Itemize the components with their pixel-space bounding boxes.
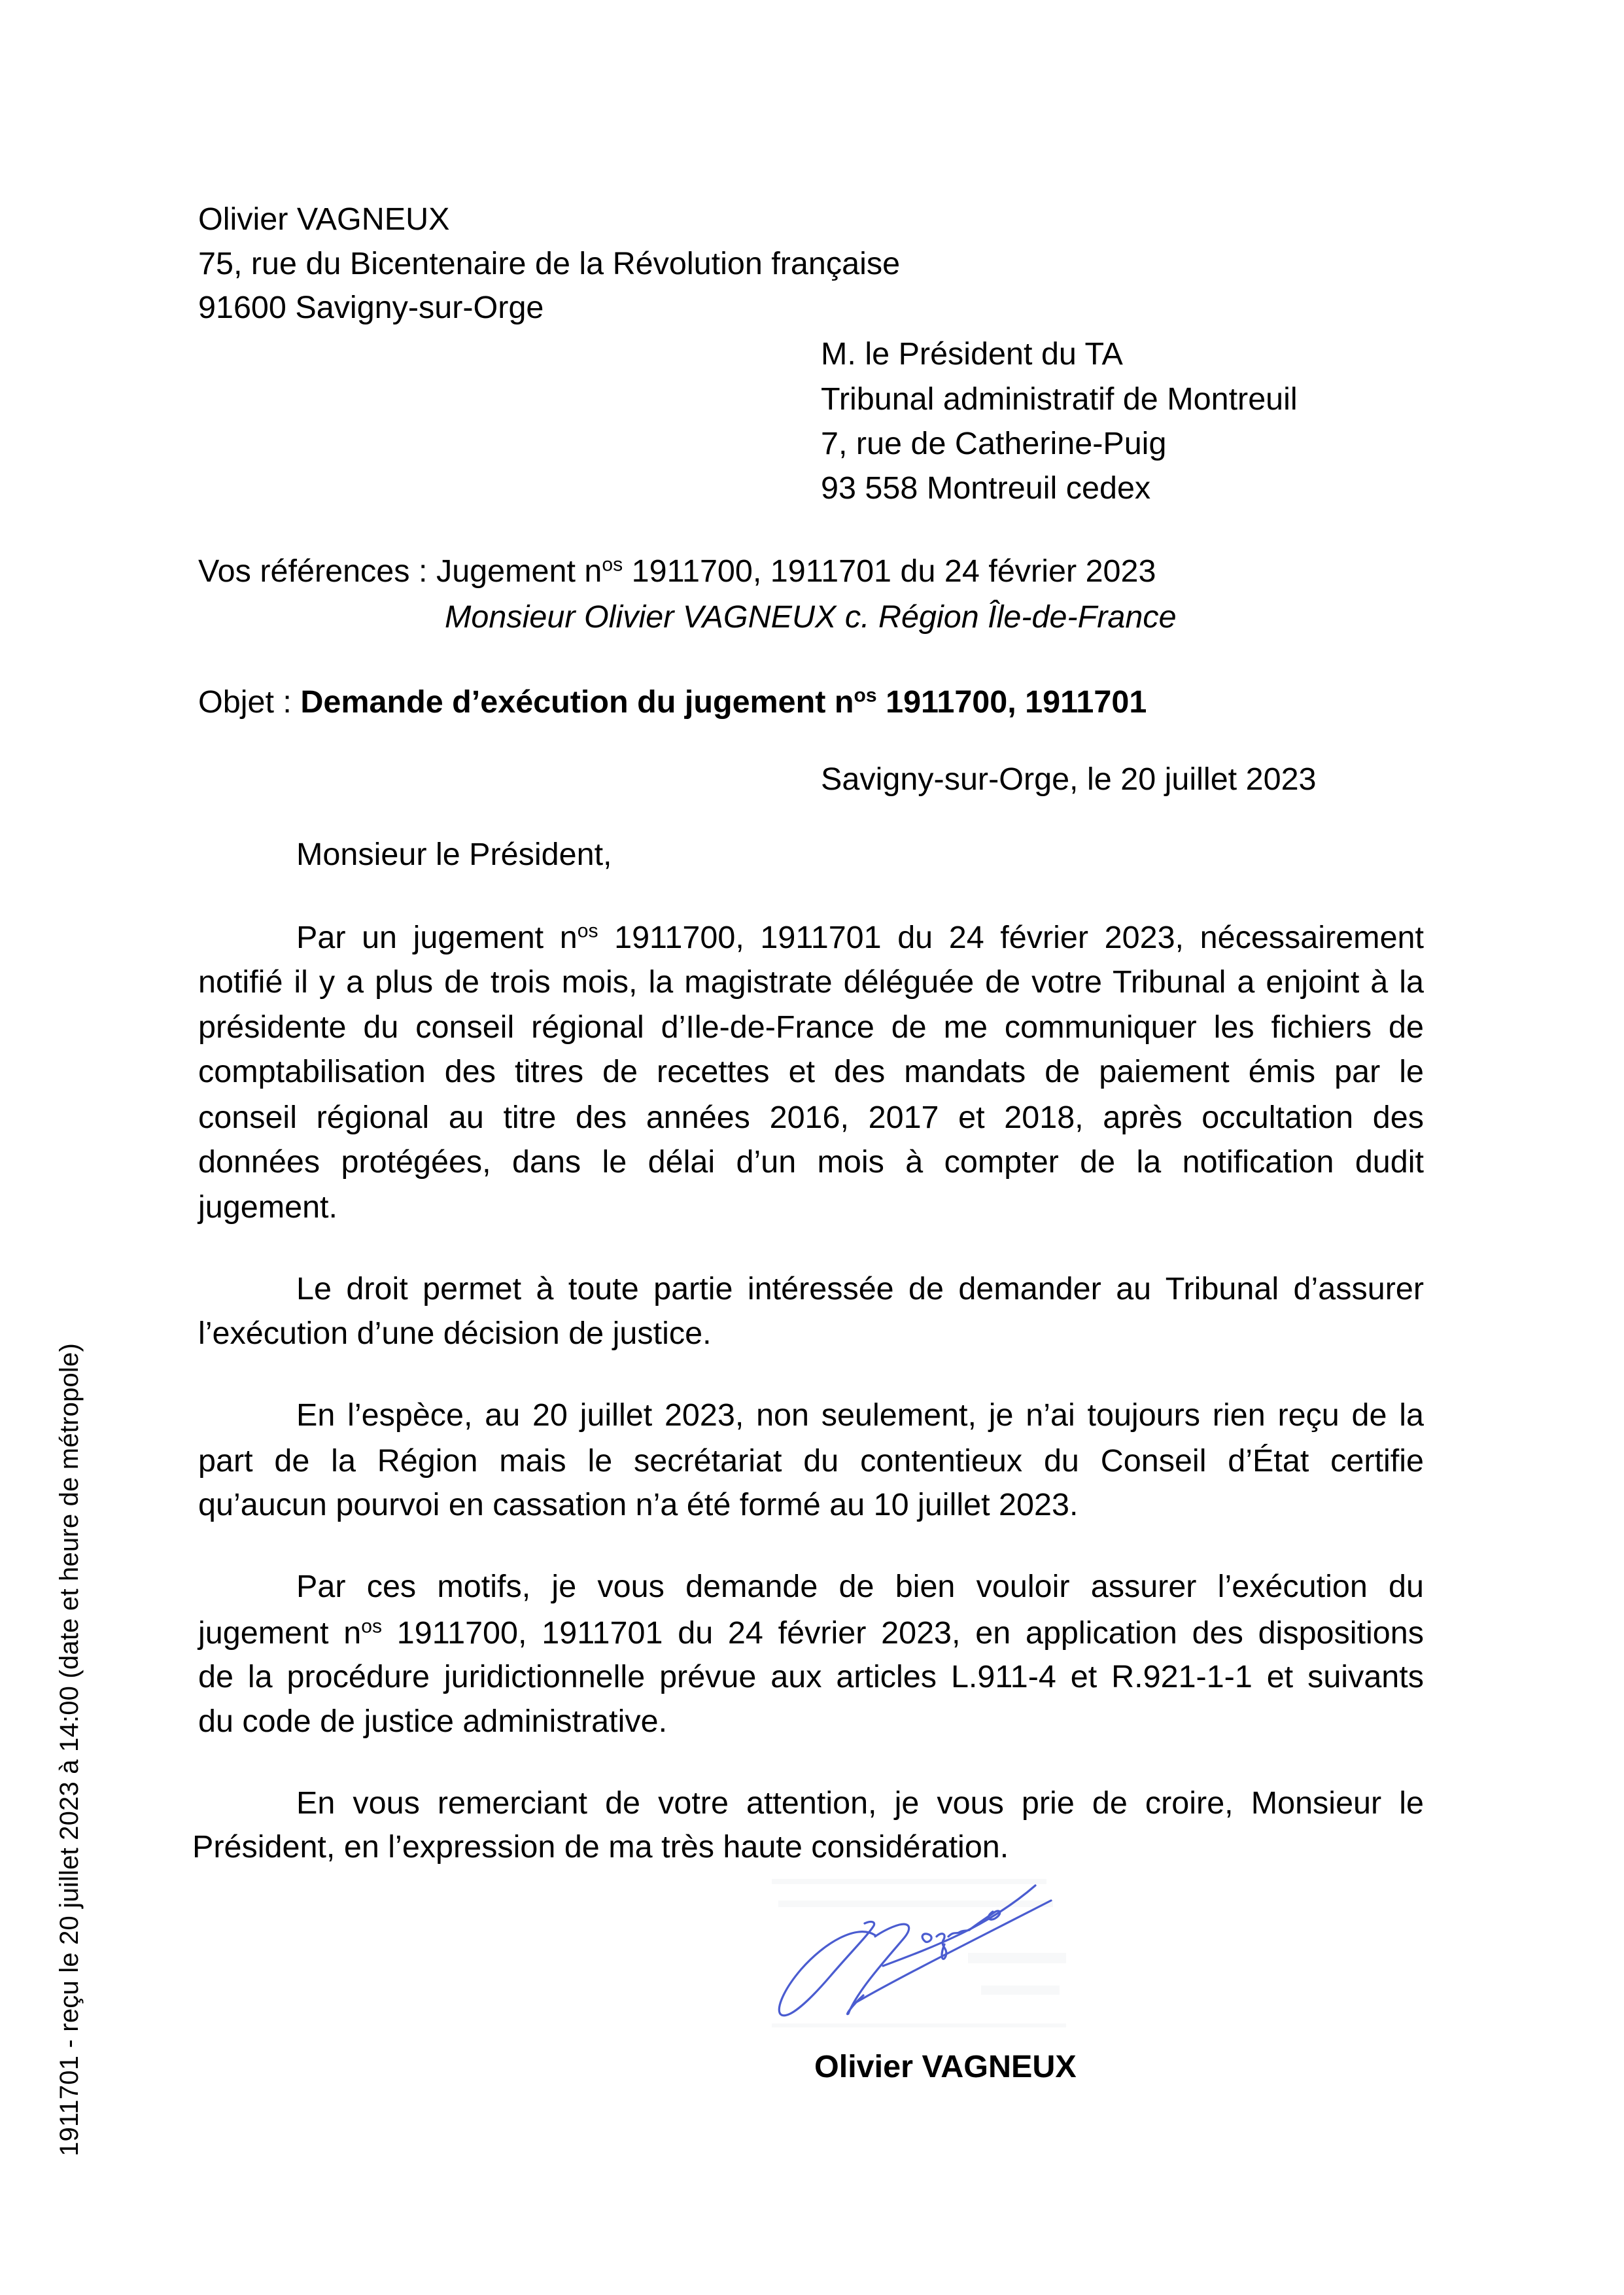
p4-line2-text: jugement n: [198, 1615, 362, 1651]
p1-line6: données protégées, dans le délai d’un mois à compter de la notification dudit: [198, 1144, 1424, 1180]
p1-line1-sup: os: [577, 920, 598, 942]
p1-line1-text: Par un jugement n: [296, 920, 578, 955]
p3-line1: En l’espèce, au 20 juillet 2023, non seulement, je n’ai toujours rien reçu de la: [296, 1397, 1424, 1433]
references-sup: os: [602, 553, 623, 576]
receipt-stamp: 1911701 - reçu le 20 juillet 2023 à 14:00 (date et heure de métropole): [55, 1343, 84, 2156]
subject-line: [198, 686, 1147, 718]
p5-line2: Président, en l’expression de ma très haute considération.: [192, 1829, 1009, 1865]
p4-line1: Par ces motifs, je vous demande de bien vouloir assurer l’exécution du: [296, 1569, 1424, 1604]
recipient-line2: Tribunal administratif de Montreuil: [821, 381, 1298, 417]
references-numbers: 1911700, 1911701 du 24 février 2023: [623, 553, 1156, 589]
subject-sup: os: [854, 684, 877, 707]
p1-line7: jugement.: [198, 1189, 337, 1225]
p1-line3: présidente du conseil régional d’Ile-de-France de me communiquer les fichiers de: [198, 1009, 1424, 1045]
sender-address-line1: 75, rue du Bicentenaire de la Révolution française: [198, 246, 901, 281]
salutation: Monsieur le Président,: [296, 837, 612, 872]
references-label: Vos références :: [198, 553, 436, 589]
recipient-line3: 7, rue de Catherine-Puig: [821, 426, 1167, 461]
references-text: Jugement n: [436, 553, 602, 589]
p4-line3: de la procédure juridictionnelle prévue aux articles L.911-4 et R.921-1-1 et suivants: [198, 1659, 1424, 1694]
signatory-name: Olivier VAGNEUX: [814, 2049, 1077, 2084]
subject-label: Objet :: [198, 684, 301, 720]
p2-line2: l’exécution d’une décision de justice.: [198, 1316, 712, 1351]
subject-numbers: 1911700, 1911701: [876, 684, 1147, 720]
p4-line4: du code de justice administrative.: [198, 1704, 668, 1739]
p1-line2: notifié il y a plus de trois mois, la magistrate déléguée de votre Tribunal a enjoint à la: [198, 964, 1424, 1000]
references-line: [198, 555, 1156, 587]
sender-address-line2: 91600 Savigny-sur-Orge: [198, 290, 544, 325]
p1-line1-rest: 1911700, 1911701 du 24 février 2023, nécessairement: [598, 920, 1424, 955]
references-parties: Monsieur Olivier VAGNEUX c. Région Île-de-France: [445, 599, 1177, 635]
p3-line2: part de la Région mais le secrétariat du contentieux du Conseil d’État certifie: [198, 1443, 1424, 1479]
p1-line4: comptabilisation des titres de recettes et des mandats de paiement émis par le: [198, 1054, 1424, 1089]
p3-line3: qu’aucun pourvoi en cassation n’a été formé au 10 juillet 2023.: [198, 1487, 1079, 1522]
p1-line1: [296, 922, 1424, 954]
place-date: Savigny-sur-Orge, le 20 juillet 2023: [821, 762, 1317, 797]
p5-line1: En vous remerciant de votre attention, je vous prie de croire, Monsieur le: [296, 1785, 1424, 1821]
p4-line2: [198, 1617, 1424, 1649]
handwritten-signature: [752, 1871, 1092, 2041]
sender-name: Olivier VAGNEUX: [198, 201, 450, 237]
recipient-line4: 93 558 Montreuil cedex: [821, 470, 1151, 506]
recipient-line1: M. le Président du TA: [821, 336, 1123, 372]
subject-text: Demande d’exécution du jugement n: [300, 684, 854, 720]
p4-line2-rest: 1911700, 1911701 du 24 février 2023, en application des dispositions: [382, 1615, 1424, 1651]
p1-line5: conseil régional au titre des années 2016, 2017 et 2018, après occultation des: [198, 1100, 1424, 1135]
p2-line1: Le droit permet à toute partie intéressée de demander au Tribunal d’assurer: [296, 1271, 1424, 1306]
p4-line2-sup: os: [361, 1615, 383, 1638]
